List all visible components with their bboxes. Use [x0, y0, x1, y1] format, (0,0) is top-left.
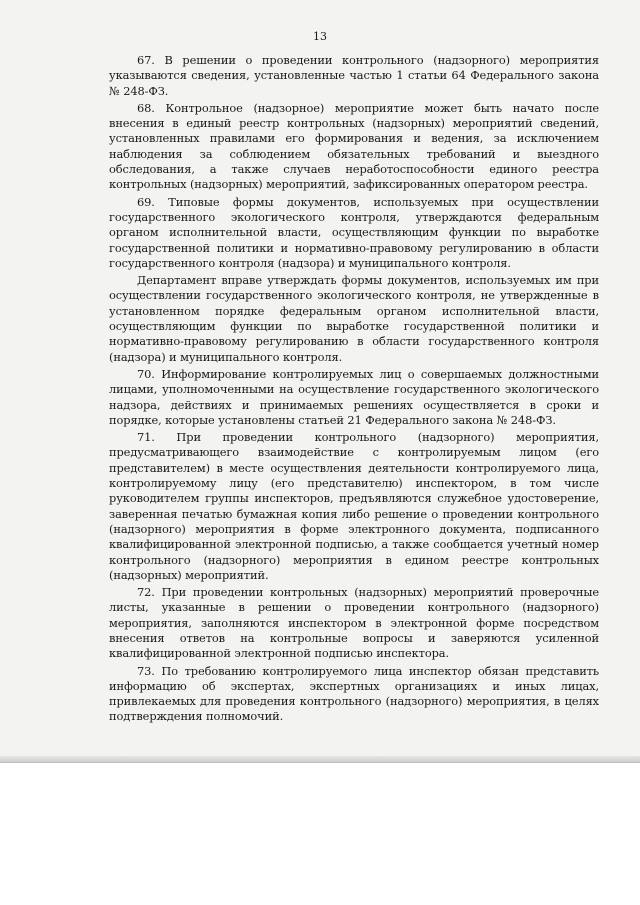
paragraph-70: 70. Информирование контролируемых лиц о совершаемых должностными лицами, уполномоченными на осуществление государственного экологического надзора, действиях и принимаемых решениях осуществляется в сроки и порядке, которые установлены статьей 21 Федерального закона № 248-ФЗ.: [109, 366, 599, 427]
paragraph-69: 69. Типовые формы документов, используемых при осуществлении государственного экологического контроля, утверждаются федеральным органом исполнительной власти, осуществляющим функции по выработке государственной политики и нормативно-правовому регулированию в области государственного контроля (надзора) и муниципального контроля.: [109, 194, 599, 270]
paragraph-67: 67. В решении о проведении контрольного (надзорного) мероприятия указываются сведения, установленные частью 1 статьи 64 Федерального закона № 248-ФЗ.: [109, 53, 599, 98]
page-number: 13: [313, 30, 327, 43]
paragraph-73: 73. По требованию контролируемого лица инспектор обязан представить информацию об экспертах, экспертных организациях и иных лицах, привлекаемых для проведения контрольного (надзорного) мероприятия, в целях подтверждения полномочий.: [109, 663, 599, 724]
document-body: [109, 53, 599, 727]
paragraph-72: 72. При проведении контрольных (надзорных) мероприятий проверочные листы, указанные в решении о проведении контрольного (надзорного) мероприятия, заполняются инспектором в электронной форме посредством внесения ответов на контрольные вопросы и заверяются усиленной квалифицированной электронной подписью инспектора.: [109, 585, 599, 661]
paragraph-71: 71. При проведении контрольного (надзорного) мероприятия, предусматривающего взаимодействие с контролируемым лицом (его представителем) в месте осуществления деятельности контролируемого лица, контролируемому лицу (его представителю) инспектором, в том числе руководителем группы инспекторов, предъявляются служебное удостоверение, заверенная печатью бумажная копия либо решение о проведении контрольного (надзорного) мероприятия в форме электронного документа, подписанного квалифицированной электронной подписью, а также сообщается учетный номер контрольного (надзорного) мероприятия в едином реестре контрольных (надзорных) мероприятий.: [109, 430, 599, 582]
paragraph-68: 68. Контрольное (надзорное) мероприятие может быть начато после внесения в единый реестр контрольных (надзорных) мероприятий сведений, установленных правилами его формирования и ведения, за исключением наблюдения за соблюдением обязательных требований и выездного обследования, а также случаев неработоспособности единого реестра контрольных (надзорных) мероприятий, зафиксированных оператором реестра.: [109, 100, 599, 192]
paragraph-department: Департамент вправе утверждать формы документов, используемых им при осуществлении государственного экологического контроля, не утвержденные в установленном порядке федеральным органом исполнительной власти, осуществляющим функции по выработке государственной политики и нормативно-правовому регулированию в области государственного контроля (надзора) и муниципального контроля.: [109, 273, 599, 364]
